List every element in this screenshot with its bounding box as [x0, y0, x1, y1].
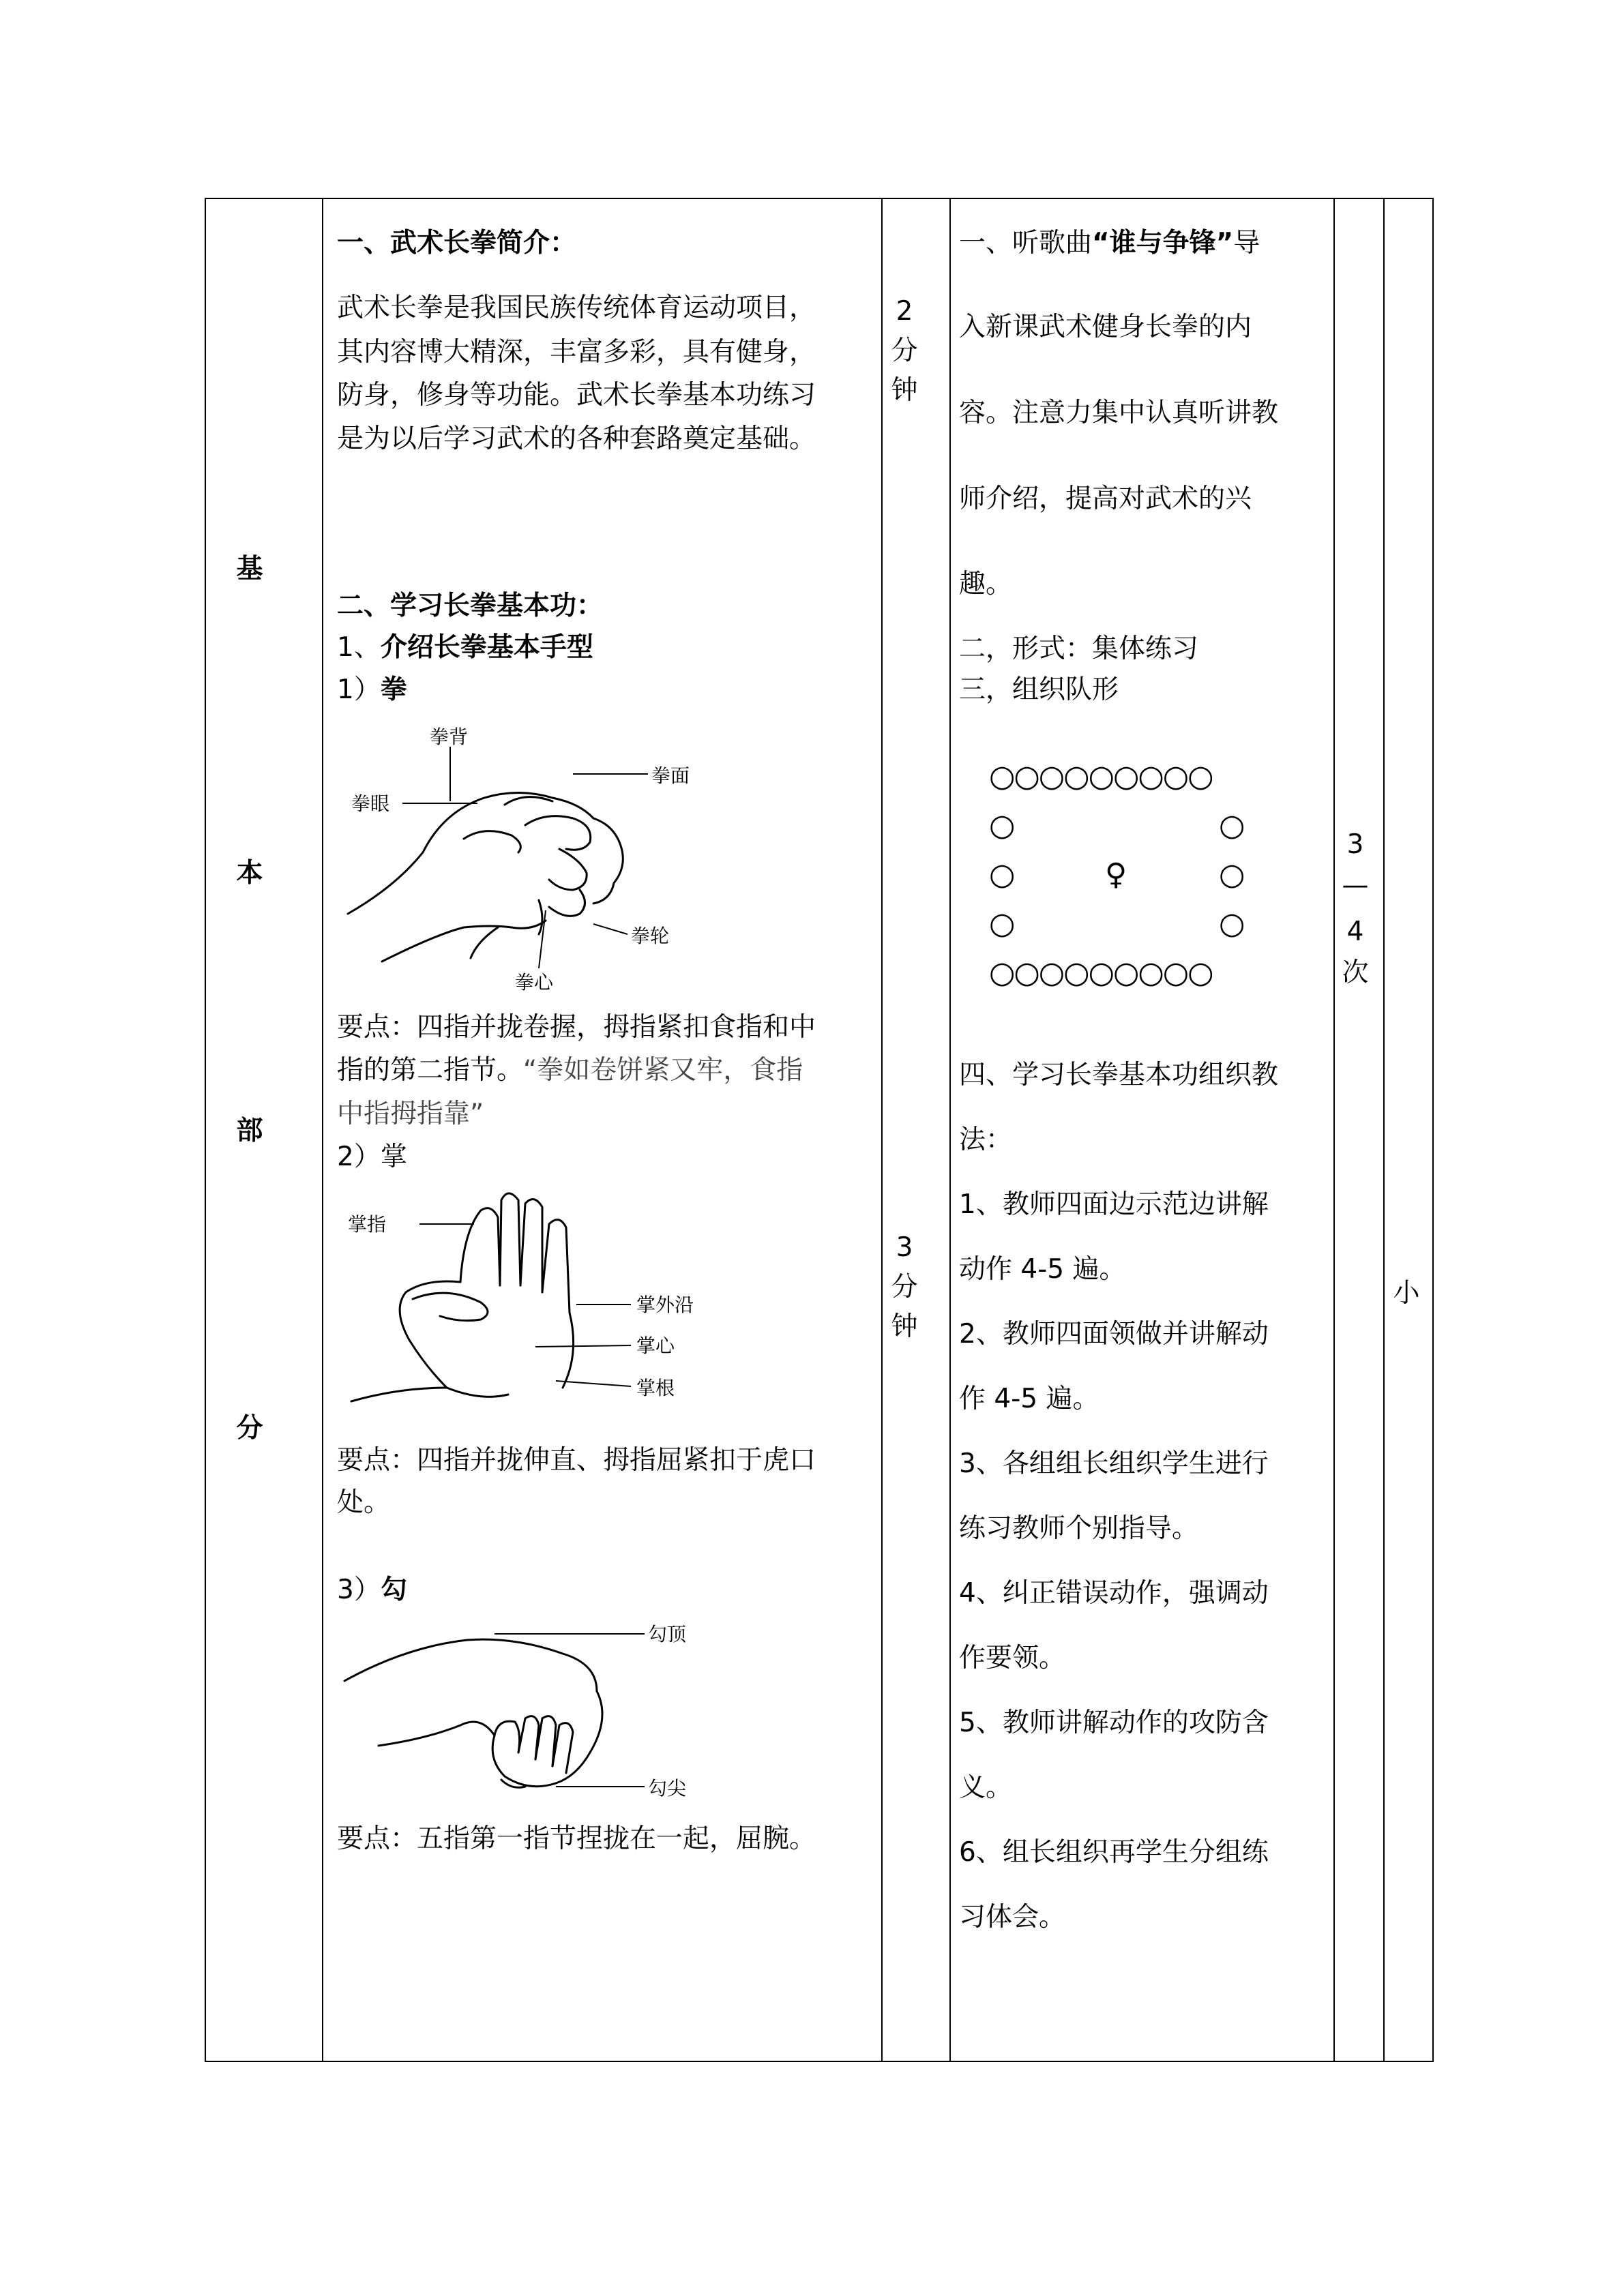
intro-line: 防身，修身等功能。武术长拳基本功练习	[337, 380, 816, 411]
formation-circle: ○	[989, 808, 1016, 843]
formation-circle: ○	[1219, 808, 1245, 843]
palm-part-label: 掌外沿	[636, 1294, 694, 1316]
method-line: 4、纠正错误动作，强调动	[959, 1578, 1269, 1609]
time-char: 2	[896, 296, 913, 327]
intro-line: 武术长拳是我国民族传统体育运动项目，	[337, 293, 816, 323]
song-intro-line: 一、听歌曲“谁与争锋”导	[959, 228, 1260, 258]
fist-key-point: 指的第二指节。“拳如卷饼紧又牢，食指	[337, 1055, 803, 1086]
column-divider	[322, 199, 323, 2061]
time-char: 分	[891, 1272, 918, 1302]
formation-circle: ○	[1219, 857, 1245, 892]
palm-part-label: 掌心	[636, 1335, 675, 1357]
method-line: 作要领。	[959, 1643, 1066, 1673]
method-line: 2、教师四面领做并讲解动	[959, 1319, 1269, 1350]
column-divider	[1333, 199, 1335, 2061]
intro-line: 其内容博大精深，丰富多彩，具有健身，	[337, 337, 816, 368]
column-divider	[1383, 199, 1385, 2061]
palm-part-label: 掌根	[636, 1377, 675, 1399]
hook-part-label: 勾顶	[648, 1623, 687, 1645]
repetition-char: 次	[1342, 957, 1369, 988]
method-line: 义。	[959, 1772, 1013, 1803]
hook-part-label: 勾尖	[648, 1777, 687, 1800]
method-line: 动作 4-5 遍。	[959, 1254, 1126, 1285]
fist-part-label: 拳背	[430, 726, 469, 748]
time-char: 钟	[891, 1311, 918, 1342]
fist-key-point: 中指拇指靠”	[337, 1099, 484, 1129]
palm-label: 2）掌	[337, 1142, 407, 1172]
method-line: 1、教师四面边示范边讲解	[959, 1189, 1269, 1220]
time-char: 钟	[891, 375, 918, 406]
learn-heading: 二、学习长拳基本功：	[337, 591, 604, 621]
organization-form: 二，形式：集体练习	[959, 633, 1199, 664]
repetition-char: 4	[1346, 916, 1364, 947]
formation-row: ○○○○○○○○○	[989, 955, 1213, 990]
intro-line: 是为以后学习武术的各种套路奠定基础。	[337, 423, 816, 454]
time-char: 分	[891, 336, 918, 366]
method-line: 6、组长组织再学生分组练	[959, 1837, 1269, 1868]
palm-illustration	[344, 1183, 726, 1422]
intensity-label: 小	[1393, 1278, 1420, 1309]
column-divider	[881, 199, 883, 2061]
organization-line: 容。注意力集中认真听讲教	[959, 398, 1279, 428]
hook-key-point: 要点：五指第一指节捏拢在一起，屈腕。	[337, 1823, 816, 1854]
method-line: 四、学习长拳基本功组织教	[959, 1060, 1279, 1090]
palm-key-point: 处。	[337, 1487, 391, 1518]
organization-line: 入新课武术健身长拳的内	[959, 312, 1252, 342]
fist-part-label: 拳面	[651, 764, 690, 787]
formation-circle: ○	[1219, 906, 1245, 941]
column-divider	[949, 199, 951, 2061]
method-line: 3、各组组长组织学生进行	[959, 1448, 1269, 1479]
organization-line: 师介绍，提高对武术的兴	[959, 483, 1252, 514]
method-line: 练习教师个别指导。	[959, 1513, 1199, 1544]
hook-illustration	[338, 1616, 720, 1800]
fist-key-point: 要点：四指并拢卷握，拇指紧扣食指和中	[337, 1012, 816, 1043]
section-label-char: 分	[236, 1413, 263, 1444]
method-line: 法：	[959, 1124, 1013, 1155]
fist-illustration	[341, 723, 723, 996]
method-line: 习体会。	[959, 1902, 1066, 1933]
section-label-char: 基	[236, 554, 263, 584]
hook-label: 3）勾	[337, 1575, 407, 1605]
organization-line: 趣。	[959, 569, 1013, 599]
palm-part-label: 掌指	[348, 1213, 387, 1236]
section-label-char: 本	[236, 858, 263, 889]
hand-type-heading: 1、介绍长拳基本手型	[337, 632, 593, 663]
method-line: 5、教师讲解动作的攻防含	[959, 1708, 1269, 1738]
fist-label: 1）拳	[337, 674, 407, 705]
time-char: 3	[896, 1232, 913, 1263]
fist-part-label: 拳心	[515, 971, 554, 994]
method-line: 作 4-5 遍。	[959, 1384, 1099, 1414]
fist-part-label: 拳轮	[631, 925, 670, 947]
palm-key-point: 要点：四指并拢伸直、拇指屈紧扣于虎口	[337, 1445, 816, 1476]
formation-title: 三，组织队形	[959, 674, 1119, 705]
teacher-symbol: ♀	[1105, 857, 1127, 892]
repetition-char: —	[1342, 870, 1369, 901]
fist-part-label: 拳眼	[351, 792, 390, 815]
repetition-char: 3	[1346, 829, 1364, 860]
intro-heading: 一、武术长拳简介：	[337, 228, 577, 258]
formation-circle: ○	[989, 906, 1016, 941]
section-label-char: 部	[236, 1116, 263, 1146]
formation-circle: ○	[989, 857, 1016, 892]
formation-row: ○○○○○○○○○	[989, 759, 1213, 794]
